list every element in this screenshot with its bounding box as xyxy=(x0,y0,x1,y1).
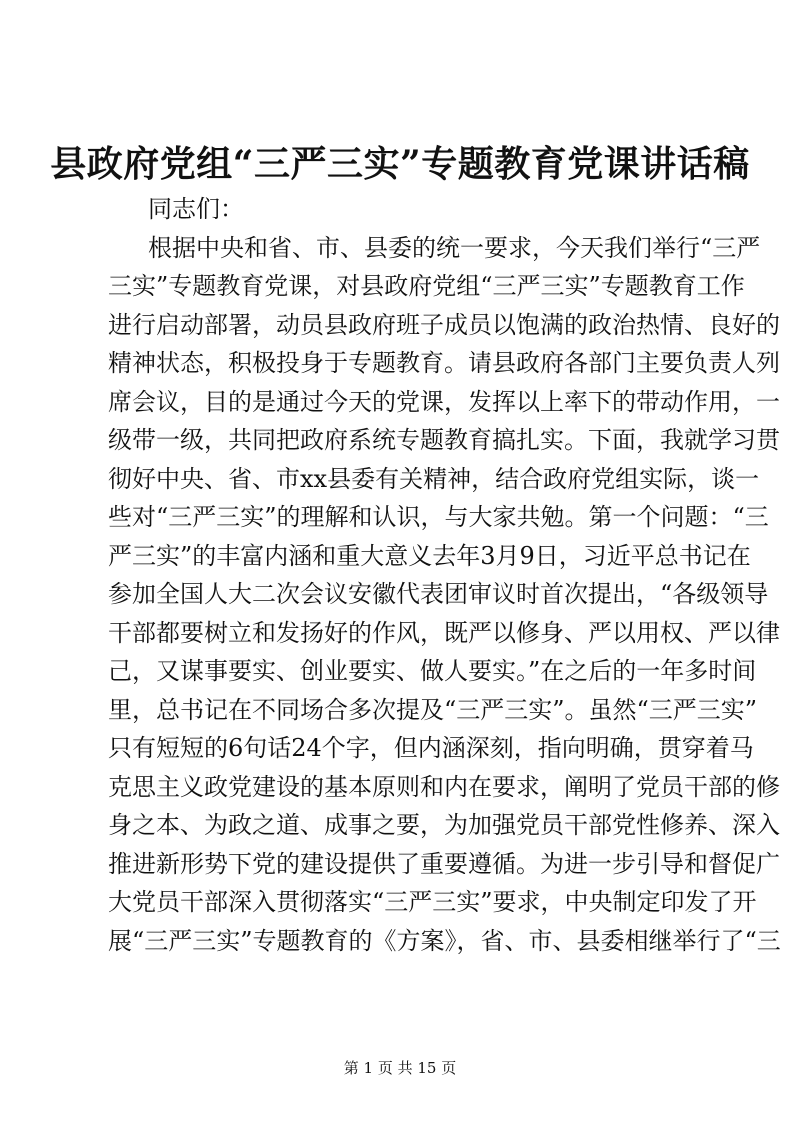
paragraph-line: 干部都要树立和发扬好的作风，既严以修身、严以用权、严以律 xyxy=(108,618,780,647)
paragraph-line: 精神状态，积极投身于专题教育。请县政府各部门主要负责人列 xyxy=(108,349,780,377)
paragraph-line: 己，又谋事要实、创业要实、做人要实。”在之后的一年多时间 xyxy=(108,657,757,685)
paragraph-line: 只有短短的6句话24个字，但内涵深刻，指向明确，贯穿着马 xyxy=(108,734,754,762)
paragraph-line: 身之本、为政之道、成事之要，为加强党员干部党性修养、深入 xyxy=(108,811,780,839)
paragraph-line: 参加全国人大二次会议安徽代表团审议时首次提出，“各级领导 xyxy=(108,580,769,608)
document-body xyxy=(108,190,781,960)
paragraph-line: 进行启动部署，动员县政府班子成员以饱满的政治热情、良好的 xyxy=(108,310,780,339)
paragraph-line: 严三实”的丰富内涵和重大意义去年3月9日，习近平总书记在 xyxy=(108,541,751,570)
paragraph-line: 根据中央和省、市、县委的统一要求，今天我们举行“三严 xyxy=(148,233,761,262)
paragraph-line: 些对“三严三实”的理解和认识，与大家共勉。第一个问题：“三 xyxy=(108,503,769,531)
paragraph-line: 克思主义政党建设的基本原则和内在要求，阐明了党员干部的修 xyxy=(108,772,780,801)
salutation: 同志们： xyxy=(148,195,244,223)
document-title: 县政府党组“三严三实”专题教育党课讲话稿 xyxy=(50,143,750,185)
paragraph-line: 展“三严三实”专题教育的《方案》，省、市、县委相继举行了“三 xyxy=(108,926,781,955)
paragraph-line: 大党员干部深入贯彻落实“三严三实”要求，中央制定印发了开 xyxy=(108,888,757,916)
paragraph-line: 三实”专题教育党课，对县政府党组“三严三实”专题教育工作 xyxy=(108,272,745,300)
paragraph-line: 彻好中央、省、市xx县委有关精神，结合政府党组实际，谈一 xyxy=(108,464,760,493)
paragraph-line: 推进新形势下党的建设提供了重要遵循。为进一步引导和督促广 xyxy=(108,849,780,878)
paragraph-line: 席会议，目的是通过今天的党课，发挥以上率下的带动作用，一 xyxy=(108,387,780,416)
paragraph-line: 里，总书记在不同场合多次提及“三严三实”。虽然“三严三实” xyxy=(108,695,758,724)
paragraph-line: 级带一级，共同把政府系统专题教育搞扎实。下面，我就学习贯 xyxy=(108,426,780,454)
page-number: 第 1 页 共 15 页 xyxy=(343,1059,457,1077)
